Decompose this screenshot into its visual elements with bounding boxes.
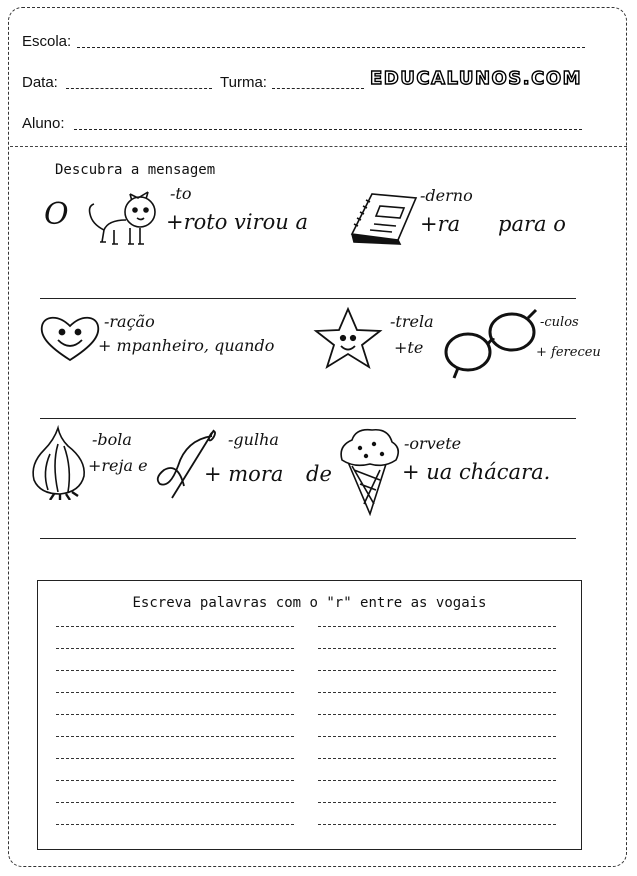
- glasses-plus: + fereceu: [536, 345, 601, 360]
- answer-line-2[interactable]: [40, 418, 576, 419]
- writing-line[interactable]: [318, 780, 556, 781]
- needle-plus: + mora: [204, 462, 284, 486]
- answer-line-3[interactable]: [40, 538, 576, 539]
- answer-line-1[interactable]: [40, 298, 576, 299]
- exercise1-title: Descubra a mensagem: [55, 162, 216, 178]
- exercise2-title: Escreva palavras com o "r" entre as vogais: [132, 595, 487, 611]
- heart-icon: [38, 312, 102, 364]
- site-logo: EDUCALUNOS.COM: [370, 68, 583, 89]
- escola-label: Escola:: [22, 33, 72, 50]
- writing-line[interactable]: [56, 626, 294, 627]
- writing-line[interactable]: [56, 648, 294, 649]
- writing-line[interactable]: [56, 780, 294, 781]
- star-icon: [312, 306, 384, 370]
- writing-line[interactable]: [318, 714, 556, 715]
- aluno-field[interactable]: [74, 129, 582, 130]
- writing-line[interactable]: [56, 758, 294, 759]
- star-plus: +te: [394, 338, 424, 357]
- escola-field[interactable]: [77, 47, 585, 48]
- star-minus: -trela: [390, 312, 434, 331]
- garlic-minus: -bola: [92, 430, 132, 449]
- row1-tail: para o: [498, 212, 566, 236]
- data-field[interactable]: [66, 88, 212, 89]
- book-minus: -derno: [420, 186, 473, 205]
- notebook-icon: [346, 188, 420, 246]
- garlic-icon: [24, 424, 90, 500]
- book-plus: +ra: [420, 212, 461, 236]
- writing-line[interactable]: [56, 714, 294, 715]
- glasses-icon: [440, 304, 540, 380]
- row1-start-letter: O: [44, 197, 69, 232]
- cat-plus: +roto virou a: [166, 210, 309, 234]
- writing-line[interactable]: [56, 802, 294, 803]
- writing-line[interactable]: [56, 824, 294, 825]
- icecream-icon: [334, 426, 404, 516]
- writing-line[interactable]: [318, 824, 556, 825]
- cat-icon: [86, 186, 166, 248]
- word-de: de: [306, 462, 332, 486]
- needle-minus: -gulha: [228, 430, 279, 449]
- turma-field[interactable]: [272, 88, 364, 89]
- garlic-plus: +reja e: [88, 456, 148, 475]
- writing-line[interactable]: [318, 626, 556, 627]
- cat-minus: -to: [170, 184, 192, 203]
- writing-line[interactable]: [318, 670, 556, 671]
- icecream-minus: -orvete: [404, 434, 462, 453]
- heart-minus: -ração: [104, 312, 155, 331]
- writing-line[interactable]: [318, 802, 556, 803]
- glasses-minus: -culos: [540, 315, 579, 330]
- writing-line[interactable]: [56, 670, 294, 671]
- writing-line[interactable]: [318, 648, 556, 649]
- writing-line[interactable]: [318, 758, 556, 759]
- writing-line[interactable]: [318, 692, 556, 693]
- heart-plus: + mpanheiro, quando: [98, 336, 275, 355]
- icecream-plus: + ua chácara.: [402, 460, 551, 484]
- writing-line[interactable]: [318, 736, 556, 737]
- data-label: Data:: [22, 74, 58, 91]
- exercise2-box: [37, 580, 582, 850]
- header-divider: [10, 146, 627, 147]
- writing-line[interactable]: [56, 736, 294, 737]
- aluno-label: Aluno:: [22, 115, 65, 132]
- writing-line[interactable]: [56, 692, 294, 693]
- turma-label: Turma:: [220, 74, 267, 91]
